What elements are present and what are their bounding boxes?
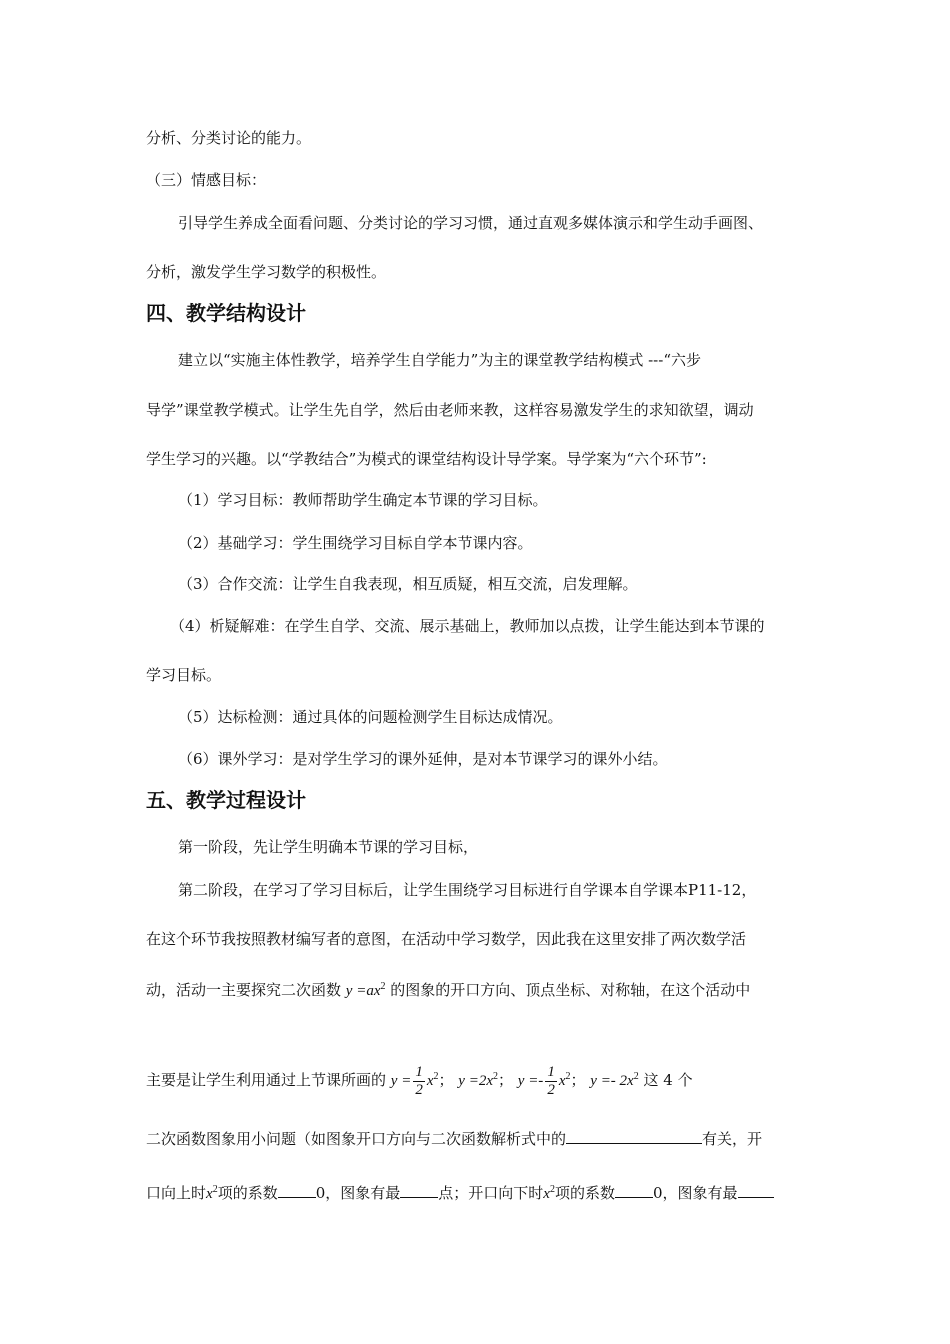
list-item: （3）合作交流：让学生自我表现，相互质疑，相互交流，启发理解。 [178, 575, 638, 593]
formula-x2 [543, 1186, 555, 1202]
exponent: 2 [433, 1071, 439, 1082]
text-run: 0，图象有最 [315, 1184, 401, 1202]
separator: ； [570, 1071, 586, 1089]
formula-text: y = [390, 1073, 412, 1089]
formula-neg-half-x2 [517, 1064, 571, 1099]
list-item: （1）学习目标：教师帮助学生确定本节课的学习目标。 [178, 491, 548, 509]
paragraph-line: 学习目标。 [146, 666, 222, 684]
variable: x [558, 1073, 566, 1089]
paragraph-line: 在这个环节我按照教材编写者的意图，在活动中学习数学，因此我在这里安排了两次数学活 [146, 930, 747, 948]
denominator: 2 [547, 1082, 555, 1099]
paragraph-line: 引导学生养成全面看问题、分类讨论的学习习惯，通过直观多媒体演示和学生动手画图、 [178, 214, 764, 232]
formula-text: y =2x [458, 1073, 493, 1089]
formula-text: y =- 2x [590, 1073, 634, 1089]
text-run: 口向上时 [146, 1184, 207, 1202]
paragraph-line-formulas [146, 1058, 693, 1098]
list-item: （4）析疑解难：在学生自学、交流、展示基础上，教师加以点拨，让学生能达到本节课的 [170, 617, 765, 635]
numerator: 1 [547, 1064, 555, 1081]
text-run: 的图象的开口方向、顶点坐标、对称轴，在这个活动中 [390, 981, 751, 999]
separator: ； [438, 1071, 454, 1089]
list-item: （5）达标检测：通过具体的问题检测学生目标达成情况。 [178, 708, 563, 726]
formula-2x2 [458, 1073, 498, 1089]
text-run: 0，图象有最 [652, 1184, 738, 1202]
text-run: 主要是让学生利用通过上节课所画的 [146, 1071, 387, 1089]
formula-x2 [206, 1186, 218, 1202]
paragraph-line [146, 1180, 774, 1204]
exponent: 2 [565, 1071, 571, 1082]
numerator: 1 [415, 1064, 423, 1081]
fill-in-blank[interactable] [738, 1183, 774, 1198]
paragraph-line: 学生学习的兴趣。以“学教结合”为模式的课堂结构设计导学案。导学案为“六个环节”: [146, 450, 707, 468]
text-run: 这 4 个 [643, 1071, 693, 1089]
section-heading-four: 四、教学结构设计 [146, 301, 306, 325]
exponent: 2 [633, 1071, 639, 1082]
exponent: 2 [492, 1071, 498, 1082]
variable: x [426, 1073, 434, 1089]
paragraph-line: 第二阶段，在学习了学习目标后，让学生围绕学习目标进行自学课本自学课本P11-12， [178, 881, 757, 899]
paragraph-line: 分析，激发学生学习数学的积极性。 [146, 263, 387, 281]
text-run: 动，活动一主要探究二次函数 [146, 981, 342, 999]
fill-in-blank[interactable] [278, 1183, 316, 1198]
paragraph-line: 导学”课堂教学模式。让学生先自学，然后由老师来教，这样容易激发学生的求知欲望，调动 [146, 401, 754, 419]
list-item: （2）基础学习：学生围绕学习目标自学本节课内容。 [178, 534, 533, 552]
paragraph-line [146, 1129, 762, 1149]
exponent: 2 [549, 1184, 555, 1195]
fraction [413, 1064, 425, 1099]
section-heading-five: 五、教学过程设计 [146, 788, 306, 812]
formula-neg-2x2 [590, 1073, 638, 1089]
text-run: 点；开口向下时 [438, 1184, 544, 1202]
denominator: 2 [415, 1082, 423, 1099]
exponent: 2 [380, 981, 386, 992]
paragraph-line [146, 977, 750, 1001]
variable: x [543, 1186, 550, 1202]
fraction [545, 1064, 557, 1099]
exponent: 2 [212, 1184, 218, 1195]
fill-in-blank[interactable] [566, 1129, 702, 1144]
formula-y-ax2 [346, 983, 386, 999]
formula-half-x2 [390, 1064, 439, 1099]
paragraph-line: 第一阶段，先让学生明确本节课的学习目标， [178, 838, 479, 856]
list-item: （6）课外学习：是对学生学习的课外延伸，是对本节课学习的课外小结。 [178, 750, 668, 768]
text-run: 有关，开 [702, 1130, 763, 1148]
text-run: 项的系数 [217, 1184, 278, 1202]
section-subheading: （三）情感目标： [146, 171, 267, 189]
separator: ； [497, 1071, 513, 1089]
paragraph-line: 建立以“实施主体性教学，培养学生自学能力”为主的课堂教学结构模式 ---“六步 [178, 351, 701, 369]
text-run: 二次函数图象用小问题（如图象开口方向与二次函数解析式中的 [146, 1130, 567, 1148]
paragraph-line: 分析、分类讨论的能力。 [146, 129, 312, 147]
formula-text: y =ax [345, 983, 381, 999]
formula-text: y =- [517, 1073, 544, 1089]
variable: x [206, 1186, 213, 1202]
text-run: 项的系数 [554, 1184, 615, 1202]
fill-in-blank[interactable] [615, 1183, 653, 1198]
fill-in-blank[interactable] [400, 1183, 438, 1198]
